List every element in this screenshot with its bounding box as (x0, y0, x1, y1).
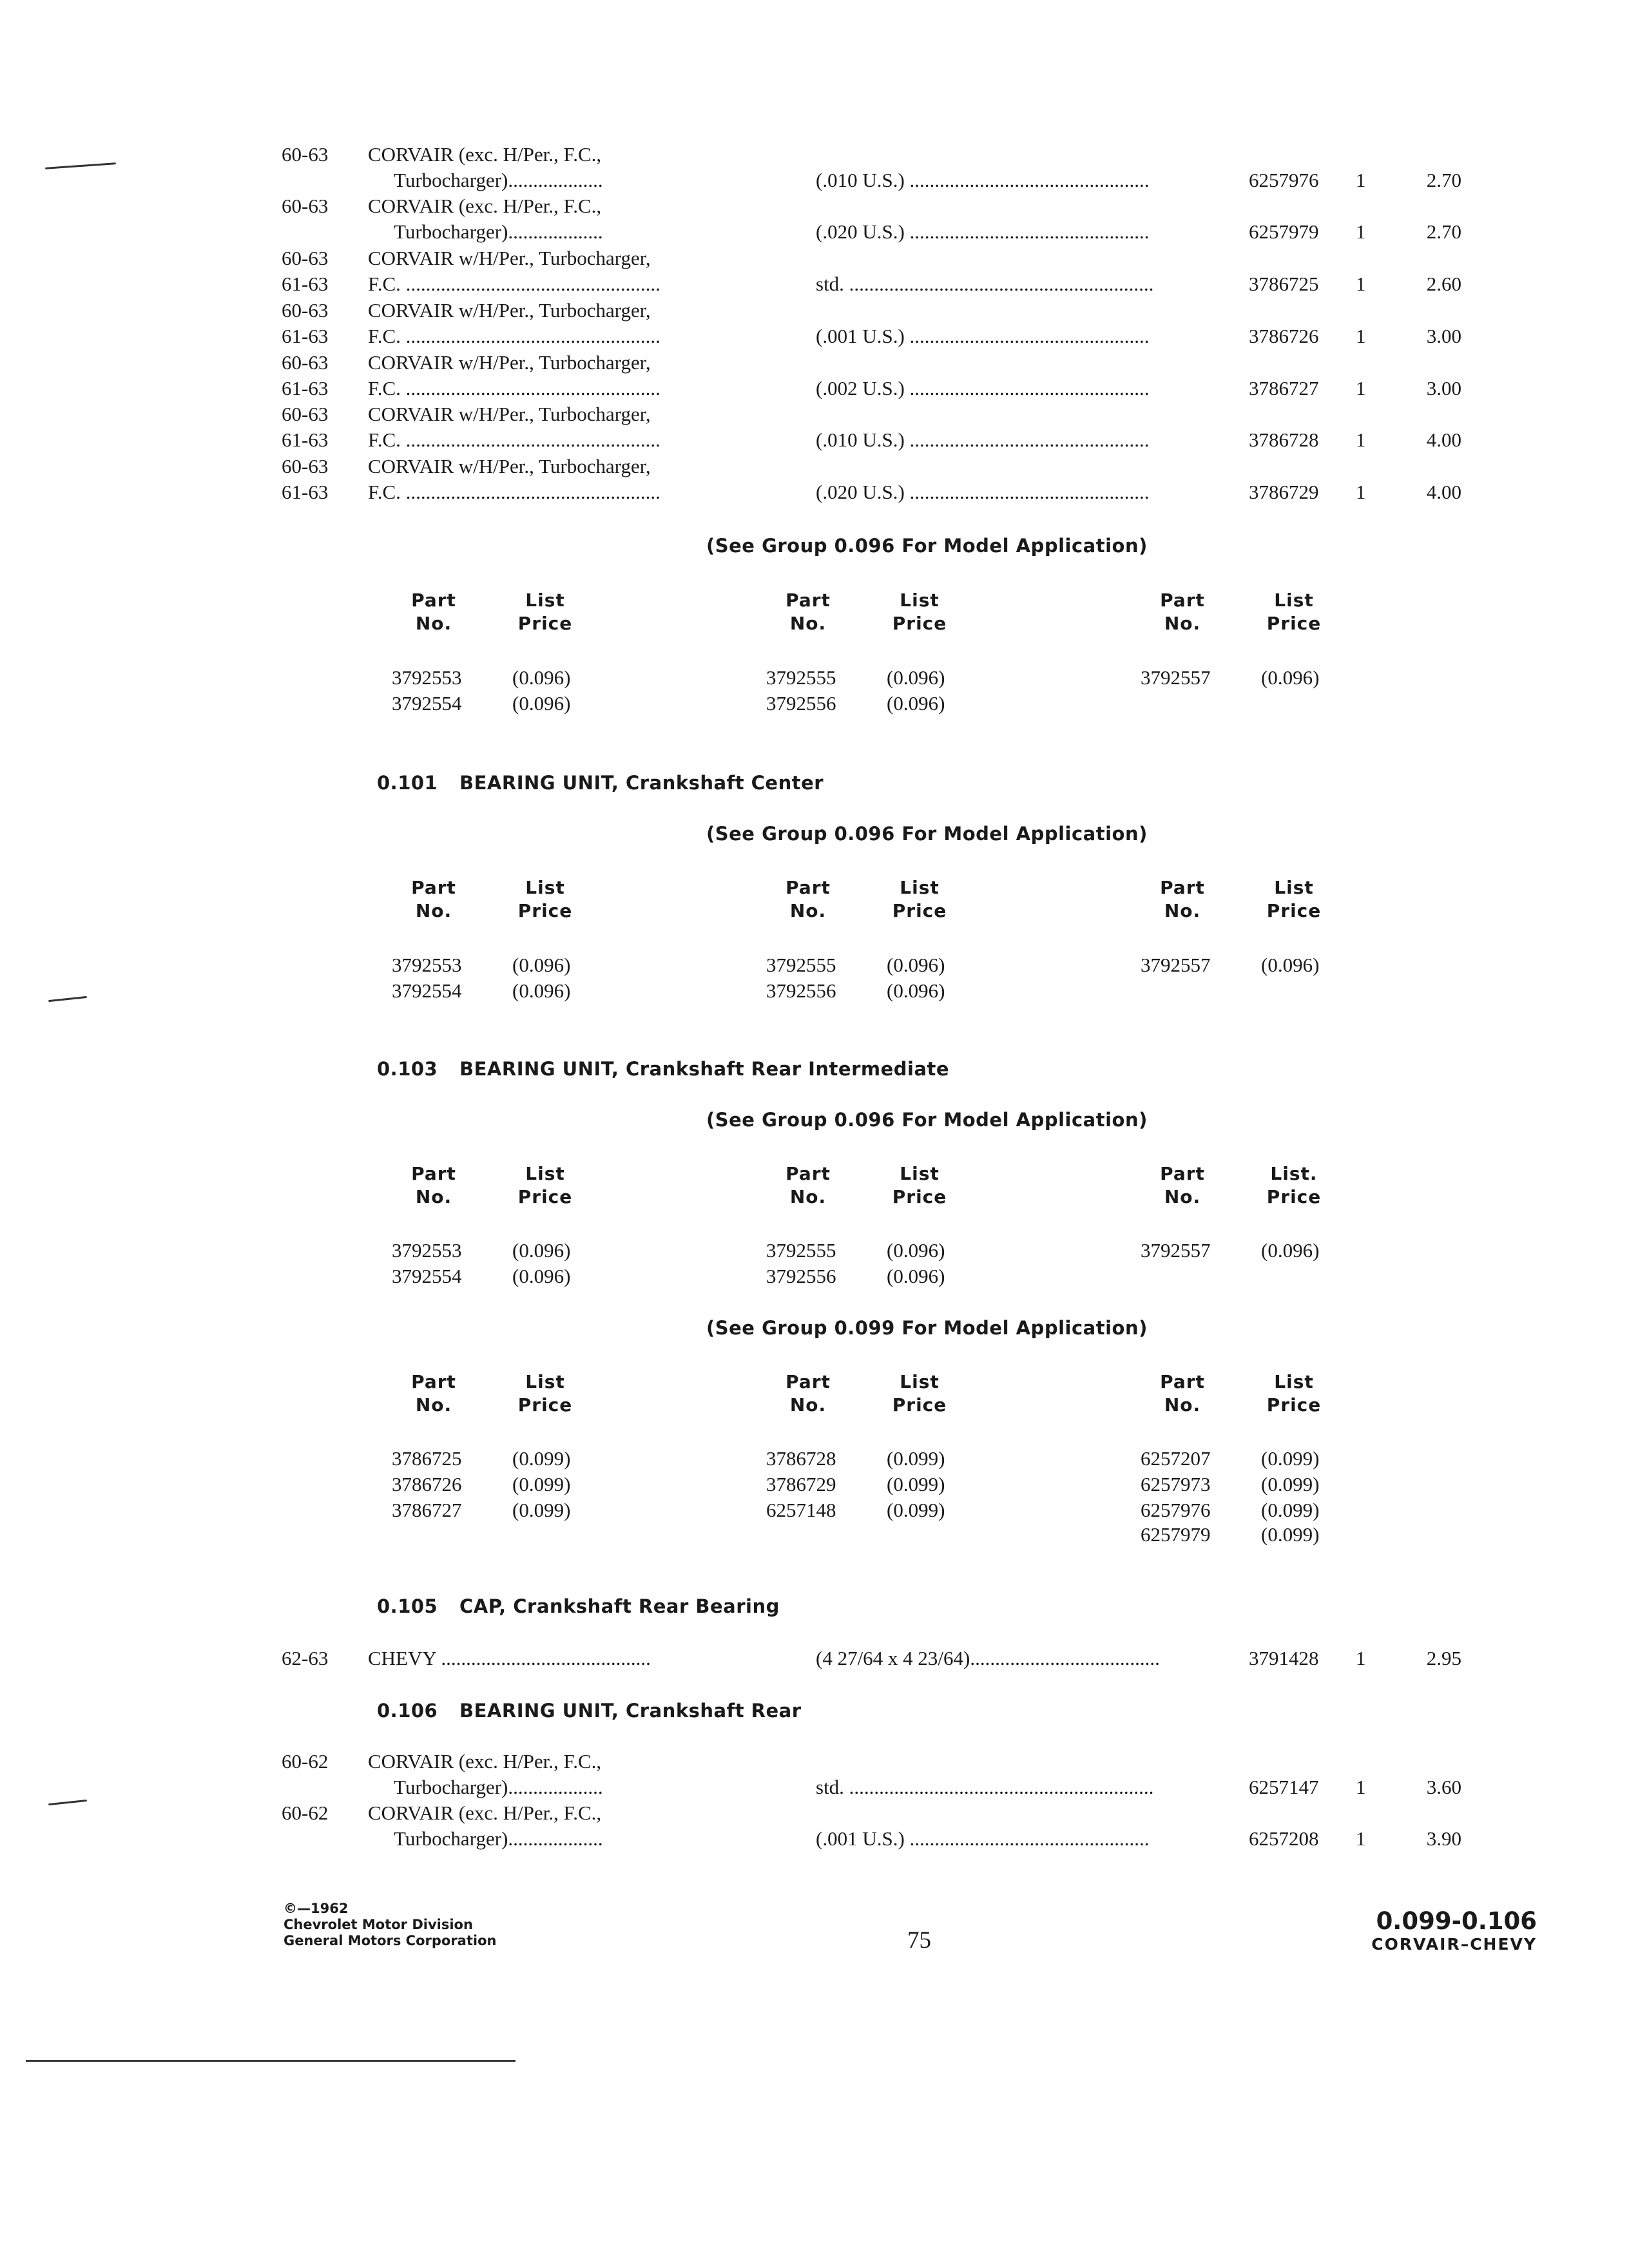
list-price: 3.90 (1426, 1827, 1461, 1850)
section-title: BEARING UNIT, Crankshaft Rear (459, 1700, 802, 1722)
model-year: 61-63 (282, 428, 329, 451)
col-header-list-price: List Price (517, 590, 573, 634)
part-number: 6257976 (1249, 169, 1319, 191)
ref-group: (0.099) (887, 1447, 945, 1470)
col-header-part-no: Part No. (786, 1163, 831, 1207)
ref-group: (0.096) (887, 692, 945, 715)
col-header-part-no: Part No. (1160, 877, 1205, 921)
ref-part-number: 3792554 (392, 979, 462, 1002)
part-number: 3791428 (1249, 1647, 1319, 1669)
model-year: 60-63 (282, 195, 329, 217)
part-number: 6257979 (1249, 220, 1319, 243)
model-year: 60-62 (282, 1802, 329, 1824)
quantity: 1 (1356, 1776, 1366, 1798)
col-header-part-no: Part No. (411, 590, 456, 634)
model-year: 61-63 (282, 481, 329, 503)
ref-part-number: 3792556 (766, 1265, 836, 1287)
part-number: 3786729 (1249, 481, 1319, 503)
quantity: 1 (1356, 220, 1366, 243)
ref-part-number: 3792555 (766, 666, 836, 689)
corporation-name: General Motors Corporation (284, 1933, 497, 1948)
ref-group: (0.099) (512, 1473, 571, 1495)
size-spec: (4 27/64 x 4 23/64)...................................... (816, 1647, 1160, 1669)
ref-group: (0.096) (887, 979, 945, 1002)
ref-part-number: 6257976 (1141, 1499, 1211, 1521)
group-range: 0.099-0.106 (1376, 1907, 1537, 1935)
ref-part-number: 3792557 (1141, 666, 1211, 689)
model-line: CORVAIR–CHEVY (1371, 1935, 1537, 1954)
col-header-list-price: List Price (892, 590, 947, 634)
col-header-list-price: List Price (517, 1163, 573, 1207)
list-price: 4.00 (1426, 481, 1461, 503)
ref-part-number: 3792557 (1141, 1239, 1211, 1262)
ref-part-number: 3792556 (766, 692, 836, 715)
part-number: 6257208 (1249, 1827, 1319, 1850)
application: CORVAIR (exc. H/Per., F.C., (368, 1802, 602, 1824)
application: CORVAIR w/H/Per., Turbocharger, (368, 403, 651, 425)
ref-part-number: 3792553 (392, 954, 462, 976)
ref-group: (0.096) (512, 666, 571, 689)
col-header-part-no: Part No. (1160, 590, 1205, 634)
parts-entry (0, 1750, 1629, 1802)
model-year: 60-63 (282, 403, 329, 425)
section-heading (377, 772, 824, 794)
ref-part-number: 3786728 (766, 1447, 836, 1470)
copyright-year: ©—1962 (284, 1901, 349, 1916)
col-header-part-no: Part No. (786, 590, 831, 634)
model-year: 60-63 (282, 351, 329, 374)
ref-group: (0.099) (1261, 1499, 1320, 1521)
part-number: 3786725 (1249, 273, 1319, 295)
model-application-note: (See Group 0.096 For Model Application) (706, 823, 1148, 845)
ref-part-number: 3792557 (1141, 954, 1211, 976)
ref-group: (0.099) (1261, 1473, 1320, 1495)
group-number: 0.105 (377, 1595, 438, 1617)
application-cont: F.C. ................................................... (368, 428, 660, 451)
ref-group: (0.096) (887, 666, 945, 689)
ref-group: (0.099) (512, 1499, 571, 1521)
application: CORVAIR (exc. H/Per., F.C., (368, 1750, 602, 1773)
ref-group: (0.096) (1261, 1239, 1320, 1262)
col-header-list-price: List Price (1266, 877, 1322, 921)
ref-group: (0.096) (512, 979, 571, 1002)
ref-group: (0.096) (887, 954, 945, 976)
section-title: CAP, Crankshaft Rear Bearing (459, 1595, 780, 1617)
application: CHEVY .......................................... (368, 1647, 651, 1669)
ref-part-number: 3792554 (392, 1265, 462, 1287)
ref-group: (0.099) (887, 1499, 945, 1521)
ref-group: (0.099) (1261, 1523, 1320, 1546)
application-cont: F.C. ................................................... (368, 273, 660, 295)
col-header-part-no: Part No. (411, 1371, 456, 1416)
quantity: 1 (1356, 1647, 1366, 1669)
page-number: 75 (907, 1927, 931, 1954)
application: CORVAIR w/H/Per., Turbocharger, (368, 455, 651, 477)
division-name: Chevrolet Motor Division (284, 1917, 473, 1932)
ref-part-number: 3786726 (392, 1473, 462, 1495)
ref-group: (0.096) (1261, 666, 1320, 689)
ref-part-number: 6257207 (1141, 1447, 1211, 1470)
col-header-list-price: List Price (517, 1371, 573, 1416)
col-header-list-price: List Price (892, 877, 947, 921)
col-header-list-price: List Price (1266, 1371, 1322, 1416)
parts-entry (0, 455, 1629, 506)
ref-part-number: 3792553 (392, 666, 462, 689)
model-year: 60-63 (282, 299, 329, 322)
parts-entry (0, 1802, 1629, 1853)
application: CORVAIR w/H/Per., Turbocharger, (368, 247, 651, 269)
application-cont: F.C. ................................................... (368, 481, 660, 503)
part-number: 3786727 (1249, 377, 1319, 399)
ref-group: (0.096) (887, 1265, 945, 1287)
part-number: 3786726 (1249, 325, 1319, 347)
col-header-list-price: List Price (1266, 590, 1322, 634)
parts-entry (0, 299, 1629, 351)
footer-copyright (284, 1901, 496, 1949)
ref-part-number: 6257148 (766, 1499, 836, 1521)
section-title: BEARING UNIT, Crankshaft Rear Intermediate (459, 1058, 950, 1080)
col-header-part-no: Part No. (1160, 1371, 1205, 1416)
list-price: 2.70 (1426, 220, 1461, 243)
col-header-list-price: List Price (892, 1163, 947, 1207)
quantity: 1 (1356, 481, 1366, 503)
ref-group: (0.096) (1261, 954, 1320, 976)
list-price: 4.00 (1426, 428, 1461, 451)
size-spec: (.010 U.S.) ................................................ (816, 169, 1150, 191)
size-spec: (.001 U.S.) ................................................ (816, 325, 1150, 347)
col-header-part-no: Part No. (411, 1163, 456, 1207)
bottom-rule (26, 2060, 516, 2062)
parts-entry (0, 1647, 1629, 1673)
ref-group: (0.099) (512, 1447, 571, 1470)
application-cont: Turbocharger)................... (394, 220, 603, 243)
parts-entry (0, 403, 1629, 454)
model-year: 61-63 (282, 377, 329, 399)
section-heading (377, 1595, 780, 1617)
parts-entry (0, 247, 1629, 298)
parts-entry (0, 195, 1629, 246)
model-year: 61-63 (282, 273, 329, 295)
model-application-note: (See Group 0.099 For Model Application) (706, 1317, 1148, 1339)
list-price: 3.00 (1426, 325, 1461, 347)
size-spec: (.020 U.S.) ................................................ (816, 481, 1150, 503)
ref-part-number: 3786729 (766, 1473, 836, 1495)
list-price: 3.00 (1426, 377, 1461, 399)
col-header-part-no: Part No. (1160, 1163, 1205, 1207)
ref-part-number: 3792555 (766, 954, 836, 976)
ref-part-number: 6257973 (1141, 1473, 1211, 1495)
section-heading (377, 1058, 949, 1080)
ref-group: (0.099) (887, 1473, 945, 1495)
part-number: 3786728 (1249, 428, 1319, 451)
size-spec: (.002 U.S.) ................................................ (816, 377, 1150, 399)
model-application-note: (See Group 0.096 For Model Application) (706, 535, 1148, 557)
col-header-part-no: Part No. (786, 1371, 831, 1416)
quantity: 1 (1356, 325, 1366, 347)
ref-part-number: 3792554 (392, 692, 462, 715)
application: CORVAIR (exc. H/Per., F.C., (368, 195, 602, 217)
group-number: 0.106 (377, 1700, 438, 1722)
model-year: 60-62 (282, 1750, 329, 1773)
quantity: 1 (1356, 1827, 1366, 1850)
application-cont: Turbocharger)................... (394, 1776, 603, 1798)
ref-group: (0.096) (887, 1239, 945, 1262)
application: CORVAIR w/H/Per., Turbocharger, (368, 299, 651, 322)
ref-part-number: 3792555 (766, 1239, 836, 1262)
col-header-part-no: Part No. (786, 877, 831, 921)
ref-part-number: 3786725 (392, 1447, 462, 1470)
parts-entry (0, 351, 1629, 403)
ref-group: (0.096) (512, 954, 571, 976)
footer-group-range (1371, 1907, 1537, 1954)
ref-part-number: 3792556 (766, 979, 836, 1002)
list-price: 2.60 (1426, 273, 1461, 295)
quantity: 1 (1356, 428, 1366, 451)
application-cont: F.C. ................................................... (368, 325, 660, 347)
model-year: 60-63 (282, 247, 329, 269)
application-cont: Turbocharger)................... (394, 1827, 603, 1850)
ref-group: (0.096) (512, 692, 571, 715)
quantity: 1 (1356, 273, 1366, 295)
list-price: 2.70 (1426, 169, 1461, 191)
application: CORVAIR w/H/Per., Turbocharger, (368, 351, 651, 374)
ref-part-number: 3792553 (392, 1239, 462, 1262)
col-header-list-price: List. Price (1266, 1163, 1322, 1207)
ref-group: (0.099) (1261, 1447, 1320, 1470)
size-spec: (.001 U.S.) ................................................ (816, 1827, 1150, 1850)
ref-part-number: 6257979 (1141, 1523, 1211, 1546)
list-price: 3.60 (1426, 1776, 1461, 1798)
col-header-part-no: Part No. (411, 877, 456, 921)
model-year: 62-63 (282, 1647, 329, 1669)
quantity: 1 (1356, 377, 1366, 399)
size-spec: std. ............................................................. (816, 273, 1154, 295)
ref-group: (0.096) (512, 1265, 571, 1287)
application: CORVAIR (exc. H/Per., F.C., (368, 143, 602, 166)
section-heading (377, 1700, 802, 1722)
list-price: 2.95 (1426, 1647, 1461, 1669)
part-number: 6257147 (1249, 1776, 1319, 1798)
model-year: 60-63 (282, 143, 329, 166)
margin-mark (48, 996, 87, 1002)
parts-entry (0, 143, 1629, 195)
size-spec: std. ............................................................. (816, 1776, 1154, 1798)
group-number: 0.101 (377, 772, 438, 794)
quantity: 1 (1356, 169, 1366, 191)
size-spec: (.020 U.S.) ................................................ (816, 220, 1150, 243)
size-spec: (.010 U.S.) ................................................ (816, 428, 1150, 451)
model-year: 60-63 (282, 455, 329, 477)
section-title: BEARING UNIT, Crankshaft Center (459, 772, 824, 794)
model-year: 61-63 (282, 325, 329, 347)
application-cont: F.C. ................................................... (368, 377, 660, 399)
group-number: 0.103 (377, 1058, 438, 1080)
col-header-list-price: List Price (892, 1371, 947, 1416)
ref-group: (0.096) (512, 1239, 571, 1262)
model-application-note: (See Group 0.096 For Model Application) (706, 1109, 1148, 1131)
col-header-list-price: List Price (517, 877, 573, 921)
application-cont: Turbocharger)................... (394, 169, 603, 191)
ref-part-number: 3786727 (392, 1499, 462, 1521)
